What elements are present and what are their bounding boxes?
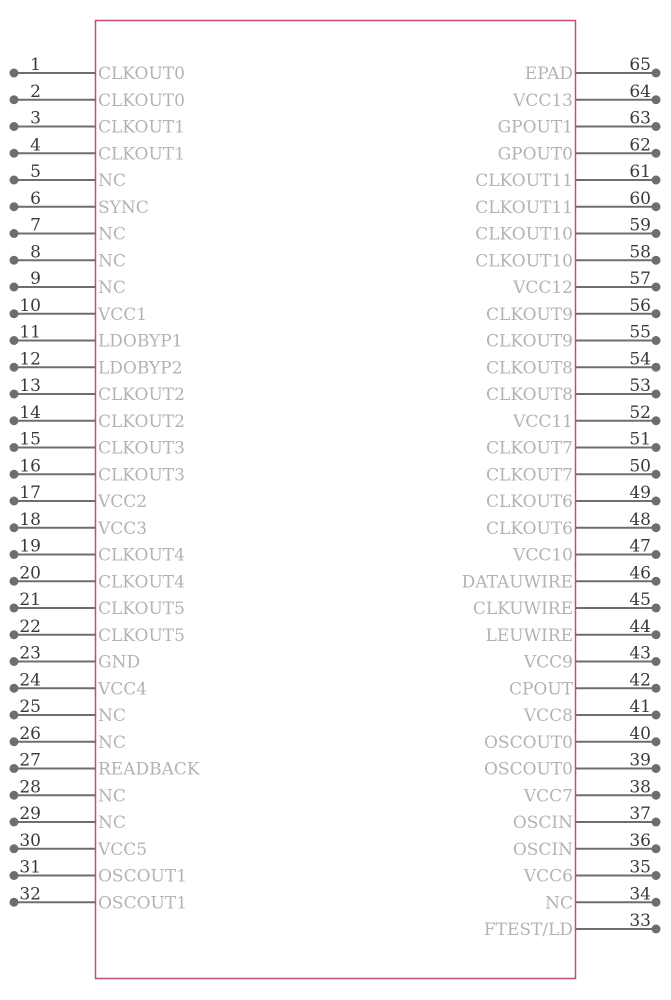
pin-30 [10,831,148,860]
right-pin-group [462,55,661,940]
pin-name: NC [545,893,573,914]
pin-name: CLKOUT5 [98,625,185,646]
pin-name: CLKUWIRE [472,599,573,619]
pin-name: CLKOUT0 [98,90,185,111]
pin-59 [475,216,660,245]
pin-name: VCC8 [523,706,573,726]
pin-name: VCC1 [98,304,148,325]
pin-name: CLKOUT7 [486,465,573,486]
pin-name: VCC3 [98,518,148,539]
pin-name: CLKOUT3 [98,438,185,459]
pin-endpoint [652,309,661,318]
pin-name: OSCOUT0 [483,759,573,780]
pin-54 [486,349,660,378]
pin-endpoint [652,443,661,452]
pin-15 [10,430,185,459]
pin-endpoint [652,604,661,613]
pin-48 [486,510,660,539]
pin-number: 14 [19,402,41,423]
pin-endpoint [652,363,661,372]
pin-name: NC [98,278,126,298]
pin-35 [523,858,661,887]
pin-endpoint [10,577,19,586]
pin-endpoint [652,871,661,880]
pin-number: 58 [629,242,651,263]
pin-name: READBACK [98,759,200,780]
pin-name: VCC13 [513,90,573,111]
pin-endpoint [10,684,19,693]
pin-name: NC [98,732,126,753]
pin-number: 12 [19,349,41,370]
pin-name: NC [98,786,126,807]
pin-endpoint [652,925,661,934]
pin-endpoint [10,764,19,773]
pin-name: NC [98,171,126,191]
pin-endpoint [10,630,19,639]
pin-endpoint [10,871,19,880]
pin-endpoint [10,550,19,559]
pin-number: 52 [629,402,651,423]
pin-name: VCC7 [523,786,573,807]
pin-name: CLKOUT6 [486,518,573,539]
pin-number: 47 [629,536,651,557]
pin-number: 42 [629,670,651,691]
pin-36 [513,831,661,860]
pin-name: OSCOUT1 [98,866,188,887]
pin-name: OSCOUT0 [483,732,573,753]
pin-number: 29 [19,804,41,824]
pin-endpoint [10,149,19,158]
pin-endpoint [652,95,661,104]
pin-number: 23 [19,643,41,664]
pin-number: 31 [19,857,41,878]
pin-endpoint [652,844,661,853]
pin-endpoint [652,470,661,479]
pin-number: 19 [19,536,41,557]
pin-name: VCC6 [523,866,573,887]
pin-number: 51 [629,429,651,450]
pin-49 [486,483,660,512]
pin-32 [10,884,188,913]
pin-endpoint [652,497,661,506]
pin-name: GPOUT1 [497,117,573,138]
pin-number: 5 [30,162,41,182]
pin-endpoint [652,737,661,746]
pin-endpoint [652,69,661,78]
pin-name: CLKOUT1 [98,117,185,138]
pin-58 [475,242,660,271]
pin-number: 49 [629,483,651,503]
pin-44 [486,617,661,646]
pin-endpoint [10,336,19,345]
pin-43 [523,644,661,673]
pin-number: 53 [629,376,651,396]
pin-number: 6 [30,188,41,209]
pin-number: 2 [30,81,41,102]
pin-8 [10,242,126,271]
pin-name: VCC2 [98,492,148,512]
pin-name: GND [98,652,141,673]
pin-number: 25 [19,697,41,717]
pin-number: 24 [19,670,41,691]
pin-endpoint [10,604,19,613]
pin-13 [10,376,185,405]
pin-9 [10,269,126,298]
pin-number: 16 [19,456,41,477]
pin-34 [545,884,660,913]
pin-number: 43 [629,643,651,664]
pin-name: LEUWIRE [485,625,573,646]
pin-number: 21 [19,590,41,610]
pin-name: CLKOUT2 [98,385,185,405]
pin-number: 20 [19,563,41,584]
pin-10 [10,296,148,325]
pin-name: NC [98,251,126,272]
pin-name: NC [98,706,126,726]
pin-65 [525,55,661,84]
pin-53 [486,376,660,405]
pin-endpoint [652,657,661,666]
pin-name: CLKOUT1 [98,144,185,165]
pin-number: 11 [19,322,41,343]
pin-name: FTEST/LD [483,920,573,940]
pin-endpoint [10,69,19,78]
pin-number: 28 [19,777,41,798]
pin-26 [10,724,126,753]
pin-name: CLKOUT2 [98,411,185,432]
pin-number: 30 [19,830,41,851]
pin-number: 48 [629,509,651,530]
pin-number: 62 [629,135,651,156]
pin-1 [10,55,185,84]
pin-18 [10,510,148,539]
pin-endpoint [10,95,19,104]
pin-endpoint [10,176,19,185]
pin-endpoint [10,202,19,211]
pin-42 [509,670,661,699]
pin-name: CLKOUT4 [98,545,185,566]
pin-endpoint [10,122,19,131]
pin-name: OSCIN [512,813,573,833]
pin-endpoint [652,229,661,238]
pin-number: 36 [629,830,651,851]
pin-endpoint [652,202,661,211]
pin-38 [523,777,661,806]
pin-number: 4 [30,135,41,156]
pin-name: DATAUWIRE [461,572,573,593]
pin-number: 7 [30,215,41,236]
pin-14 [10,403,185,432]
pin-number: 18 [19,509,41,530]
pin-number: 35 [629,857,651,878]
pin-23 [10,644,141,673]
pin-endpoint [10,470,19,479]
pin-number: 37 [629,804,651,824]
pin-61 [475,162,660,191]
pin-number: 32 [19,884,41,905]
pin-22 [10,617,185,646]
pin-endpoint [652,256,661,265]
pin-number: 40 [629,723,651,744]
pin-endpoint [10,256,19,265]
pin-endpoint [652,818,661,827]
pin-55 [486,323,660,352]
pin-number: 13 [19,376,41,396]
pin-3 [10,109,185,138]
pin-28 [10,777,126,806]
pin-4 [10,135,185,164]
pin-name: CLKOUT8 [486,358,573,379]
pin-name: OSCOUT1 [98,893,188,914]
pin-name: CLKOUT11 [475,171,573,191]
pin-endpoint [652,149,661,158]
pin-29 [10,804,126,833]
pin-number: 41 [629,697,651,717]
pin-endpoint [10,711,19,720]
pin-name: VCC10 [513,545,573,566]
pin-endpoint [652,764,661,773]
pin-52 [512,403,660,432]
pin-name: CLKOUT9 [486,331,573,352]
pin-endpoint [652,176,661,185]
pin-25 [10,697,126,726]
pin-24 [10,670,148,699]
pin-45 [473,590,661,619]
pin-name: LDOBYP1 [98,331,183,352]
pin-endpoint [10,229,19,238]
pin-20 [10,563,185,592]
pin-endpoint [10,898,19,907]
pin-name: VCC12 [513,278,573,298]
pin-endpoint [652,791,661,800]
pin-name: VCC11 [513,411,573,432]
pin-endpoint [652,711,661,720]
pin-endpoint [652,550,661,559]
pin-name: VCC5 [98,839,148,860]
pin-number: 50 [629,456,651,477]
pin-endpoint [10,497,19,506]
pin-name: OSCIN [512,839,573,860]
pin-number: 46 [629,563,651,584]
pin-19 [10,537,185,566]
pin-64 [512,82,660,111]
pin-name: CLKOUT0 [98,64,185,84]
pin-number: 44 [629,616,651,637]
pin-endpoint [652,283,661,292]
pin-31 [10,858,188,887]
pin-endpoint [10,390,19,399]
pin-endpoint [10,363,19,372]
pin-endpoint [652,390,661,399]
pin-name: VCC9 [523,652,573,673]
pin-name: EPAD [524,64,573,84]
pin-number: 17 [19,483,41,503]
pin-number: 45 [629,590,651,610]
pin-number: 1 [30,55,41,75]
pin-63 [498,109,661,138]
pin-39 [484,751,661,780]
pin-endpoint [652,336,661,345]
pin-endpoint [10,523,19,532]
pin-number: 59 [629,215,651,236]
pin-name: CLKOUT6 [486,492,573,512]
pin-number: 15 [19,429,41,450]
pin-name: VCC4 [98,679,148,700]
pin-37 [513,804,661,833]
pin-name: SYNC [98,197,149,218]
pin-40 [484,724,661,753]
pin-number: 27 [19,750,41,771]
pin-7 [10,216,126,245]
pin-56 [486,296,660,325]
pin-number: 56 [629,295,651,316]
pin-endpoint [10,737,19,746]
pin-name: CLKOUT7 [486,438,573,459]
pin-62 [498,135,661,164]
pin-endpoint [10,416,19,425]
pin-name: CLKOUT10 [475,224,573,245]
pin-47 [512,537,660,566]
pin-number: 64 [629,81,651,102]
pin-name: CLKOUT9 [486,304,573,325]
pin-endpoint [10,844,19,853]
pin-17 [10,483,148,512]
pin-name: CLKOUT5 [98,599,185,619]
pin-name: NC [98,224,126,245]
pin-51 [486,430,660,459]
pin-endpoint [652,684,661,693]
pin-number: 22 [19,616,41,637]
pin-endpoint [10,443,19,452]
pin-2 [10,82,185,111]
pin-name: GPOUT0 [497,144,573,165]
pin-endpoint [652,630,661,639]
pin-57 [512,269,660,298]
pin-number: 9 [30,269,41,289]
pin-46 [462,563,661,592]
pin-endpoint [652,122,661,131]
left-pin-group [10,55,200,913]
pin-6 [10,189,149,218]
pin-21 [10,590,185,619]
pin-number: 26 [19,723,41,744]
pin-number: 55 [629,322,651,343]
pin-number: 57 [629,269,651,289]
pin-number: 63 [629,108,651,129]
pin-5 [10,162,126,191]
pin-number: 65 [629,55,651,75]
pin-33 [484,911,661,940]
pin-name: CLKOUT11 [475,197,573,218]
pin-16 [10,456,185,485]
pin-name: CLKOUT8 [486,385,573,405]
pin-name: CLKOUT10 [475,251,573,272]
pin-50 [486,456,660,485]
pin-name: CPOUT [508,679,573,700]
pin-number: 3 [30,108,41,129]
pin-name: CLKOUT3 [98,465,185,486]
pin-number: 54 [629,349,651,370]
pin-endpoint [10,657,19,666]
pin-number: 8 [30,242,41,263]
pin-number: 60 [629,188,651,209]
pin-number: 39 [629,750,651,771]
pin-endpoint [652,523,661,532]
pin-number: 61 [629,162,651,182]
pin-endpoint [652,898,661,907]
pin-number: 10 [19,295,41,316]
pin-endpoint [652,416,661,425]
pin-endpoint [10,309,19,318]
pin-number: 33 [629,911,651,931]
pin-name: CLKOUT4 [98,572,185,593]
pin-27 [10,751,200,780]
pin-endpoint [10,818,19,827]
pin-endpoint [652,577,661,586]
pin-number: 38 [629,777,651,798]
pin-name: LDOBYP2 [98,358,183,379]
pin-endpoint [10,283,19,292]
pin-60 [475,189,660,218]
pin-name: NC [98,813,126,833]
pin-number: 34 [629,884,651,905]
pin-endpoint [10,791,19,800]
pin-41 [523,697,661,726]
